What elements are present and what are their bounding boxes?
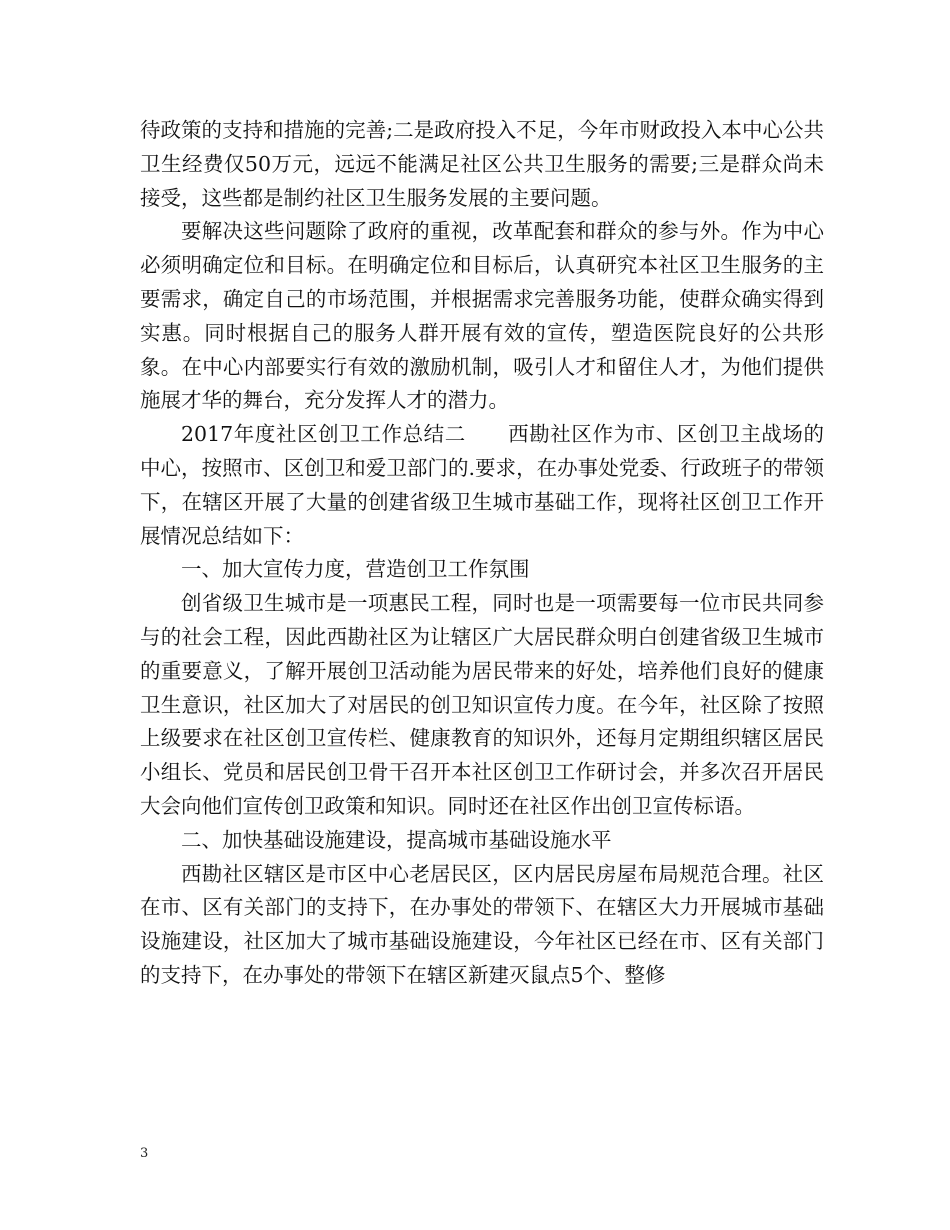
section-heading-1: 一、加大宣传力度，营造创卫工作氛围 (181, 557, 530, 582)
page-number: 3 (140, 1146, 149, 1161)
section-heading-2: 二、加快基础设施建设，提高城市基础设施水平 (181, 827, 612, 852)
paragraph-1: 待政策的支持和措施的完善;二是政府投入不足，今年市财政投入本中心公共卫生经费仅50万元，远远不能满足社区公共卫生服务的需要;三是群众尚未接受，这些都是制约社区卫生服务发展的主要问题。 (140, 118, 824, 210)
paragraph-3: 2017年度社区创卫工作总结二 西勘社区作为市、区创卫主战场的中心，按照市、区创卫和爱卫部门的.要求，在办事处党委、行政班子的带领下，在辖区开展了大量的创建省级卫生城市基础工作，现将社区创卫工作开展情况总结如下： (140, 422, 824, 548)
paragraph-4: 创省级卫生城市是一项惠民工程，同时也是一项需要每一位市民共同参与的社会工程，因此西勘社区为让辖区广大居民群众明白创建省级卫生城市的重要意义，了解开展创卫活动能为居民带来的好处，培养他们良好的健康卫生意识，社区加大了对居民的创卫知识宣传力度。在今年，社区除了按照上级要求在社区创卫宣传栏、健康教育的知识外，还每月定期组织辖区居民小组长、党员和居民创卫骨干召开本社区创卫工作研讨会，并多次召开居民大会向他们宣传创卫政策和知识。同时还在社区作出创卫宣传标语。 (140, 591, 824, 818)
paragraph-2: 要解决这些问题除了政府的重视，改革配套和群众的参与外。作为中心必须明确定位和目标。在明确定位和目标后，认真研究本社区卫生服务的主要需求，确定自己的市场范围，并根据需求完善服务功能，使群众确实得到实惠。同时根据自己的服务人群开展有效的宣传，塑造医院良好的公共形象。在中心内部要实行有效的激励机制，吸引人才和留住人才，为他们提供施展才华的舞台，充分发挥人才的潜力。 (140, 219, 824, 413)
paragraph-5: 西勘社区辖区是市区中心老居民区，区内居民房屋布局规范合理。社区在市、区有关部门的支持下，在办事处的带领下、在辖区大力开展城市基础设施建设，社区加大了城市基础设施建设，今年社区已经在市、区有关部门的支持下，在办事处的带领下在辖区新建灭鼠点5个、整修 (140, 861, 824, 987)
document-body (140, 114, 824, 993)
